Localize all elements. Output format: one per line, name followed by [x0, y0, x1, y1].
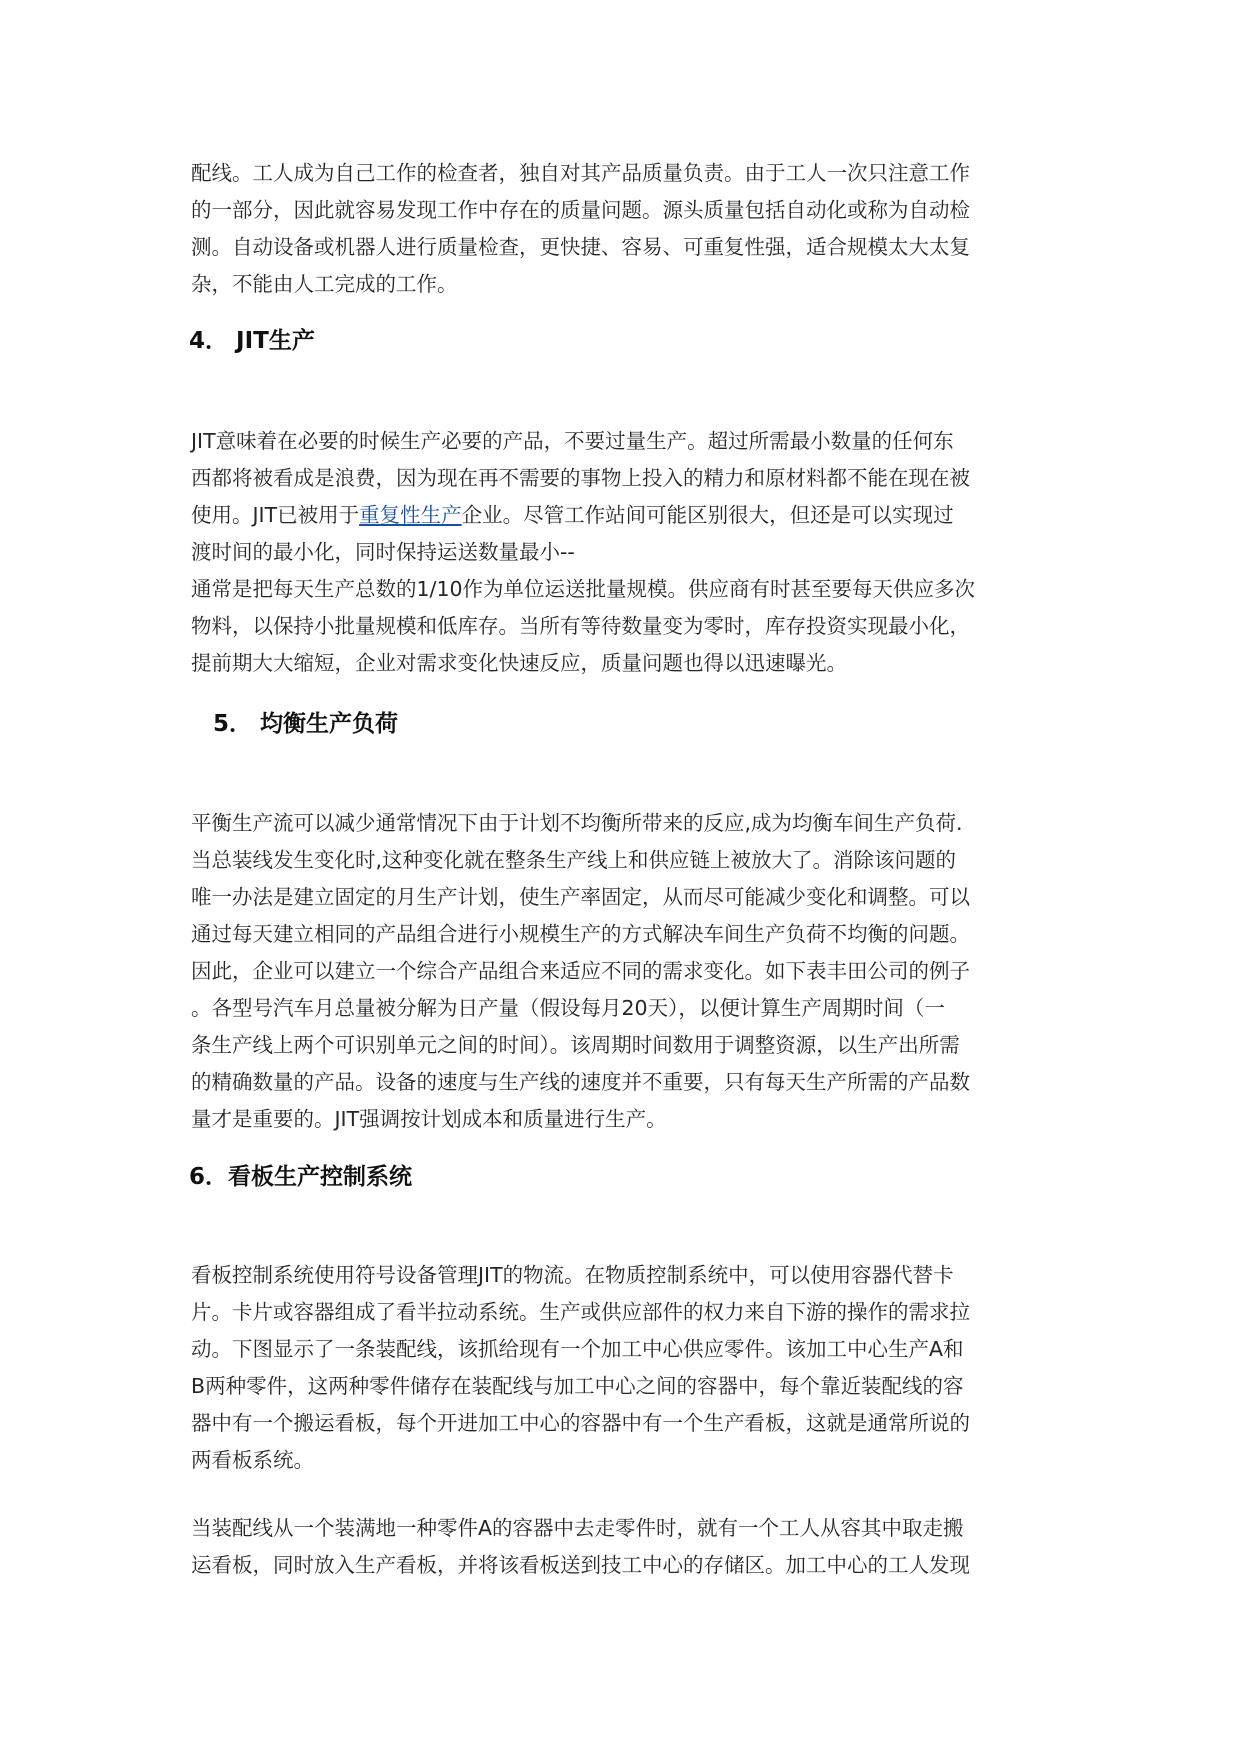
section-heading-level-load: 5． 均衡生产负荷 — [213, 711, 399, 737]
text-line: 两看板系统。 — [191, 1448, 314, 1472]
text-line: 测。自动设备或机器人进行质量检查，更快捷、容易、可重复性强，适合规模太大太复 — [191, 235, 970, 259]
paragraph-quality-source — [191, 155, 1061, 303]
text-line: 片。卡片或容器组成了看半拉动系统。生产或供应部件的权力来自下游的操作的需求拉 — [191, 1300, 970, 1324]
text-segment: 使用。JIT已被用于 — [191, 503, 360, 527]
text-line: 通常是把每天生产总数的1/10作为单位运送批量规模。供应商有时甚至要每天供应多次 — [191, 577, 976, 601]
paragraph-level-load — [191, 805, 1061, 1138]
text-line: 提前期大大缩短，企业对需求变化快速反应，质量问题也得以迅速曝光。 — [191, 651, 847, 675]
text-line: JIT意味着在必要的时候生产必要的产品，不要过量生产。超过所需最小数量的任何东 — [191, 429, 954, 453]
paragraph-assembly — [191, 1510, 1061, 1584]
text-line: 。各型号汽车月总量被分解为日产量（假设每月20天），以便计算生产周期时间（一 — [191, 996, 945, 1020]
text-line: B两种零件，这两种零件储存在装配线与加工中心之间的容器中，每个靠近装配线的容 — [191, 1374, 964, 1398]
section-heading-kanban: 6．看板生产控制系统 — [189, 1164, 413, 1190]
text-line: 的精确数量的产品。设备的速度与生产线的速度并不重要，只有每天生产所需的产品数 — [191, 1070, 970, 1094]
paragraph-jit — [191, 423, 1061, 682]
text-line: 器中有一个搬运看板，每个开进加工中心的容器中有一个生产看板，这就是通常所说的 — [191, 1411, 970, 1435]
text-line: 杂，不能由人工完成的工作。 — [191, 272, 458, 296]
text-line: 动。下图显示了一条装配线，该抓给现有一个加工中心供应零件。该加工中心生产A和 — [191, 1337, 964, 1361]
text-line: 配线。工人成为自己工作的检查者，独自对其产品质量负责。由于工人一次只注意工作 — [191, 161, 970, 185]
text-line: 渡时间的最小化，同时保持运送数量最小-- — [191, 540, 575, 564]
paragraph-kanban — [191, 1257, 1061, 1479]
text-line: 运看板，同时放入生产看板，并将该看板送到技工中心的存储区。加工中心的工人发现 — [191, 1553, 970, 1577]
text-line: 量才是重要的。JIT强调按计划成本和质量进行生产。 — [191, 1107, 667, 1131]
text-line: 看板控制系统使用符号设备管理JIT的物流。在物质控制系统中，可以使用容器代替卡 — [191, 1263, 954, 1287]
text-line: 条生产线上两个可识别单元之间的时间）。该周期时间数用于调整资源，以生产出所需 — [191, 1033, 960, 1057]
text-line: 的一部分，因此就容易发现工作中存在的质量问题。源头质量包括自动化或称为自动检 — [191, 198, 970, 222]
text-line: 当装配线从一个装满地一种零件A的容器中去走零件时，就有一个工人从容其中取走搬 — [191, 1516, 964, 1540]
text-line: 通过每天建立相同的产品组合进行小规模生产的方式解决车间生产负荷不均衡的问题。 — [191, 922, 970, 946]
text-line: 西都将被看成是浪费，因为现在再不需要的事物上投入的精力和原材料都不能在现在被 — [191, 466, 970, 490]
repetitive-production-link[interactable]: 重复性生产 — [359, 503, 462, 527]
text-line: 物料，以保持小批量规模和低库存。当所有等待数量变为零时，库存投资实现最小化， — [191, 614, 970, 638]
text-line: 因此，企业可以建立一个综合产品组合来适应不同的需求变化。如下表丰田公司的例子 — [191, 959, 970, 983]
section-heading-jit: 4． JIT生产 — [189, 328, 315, 354]
text-line: 当总装线发生变化时,这种变化就在整条生产线上和供应链上被放大了。消除该问题的 — [191, 848, 957, 872]
text-line: 唯一办法是建立固定的月生产计划，使生产率固定，从而尽可能减少变化和调整。可以 — [191, 885, 970, 909]
text-line: 平衡生产流可以减少通常情况下由于计划不均衡所带来的反应,成为均衡车间生产负荷. — [191, 811, 963, 835]
text-segment: 企业。尽管工作站间可能区别很大，但还是可以实现过 — [461, 503, 954, 527]
text-line — [191, 497, 1061, 534]
